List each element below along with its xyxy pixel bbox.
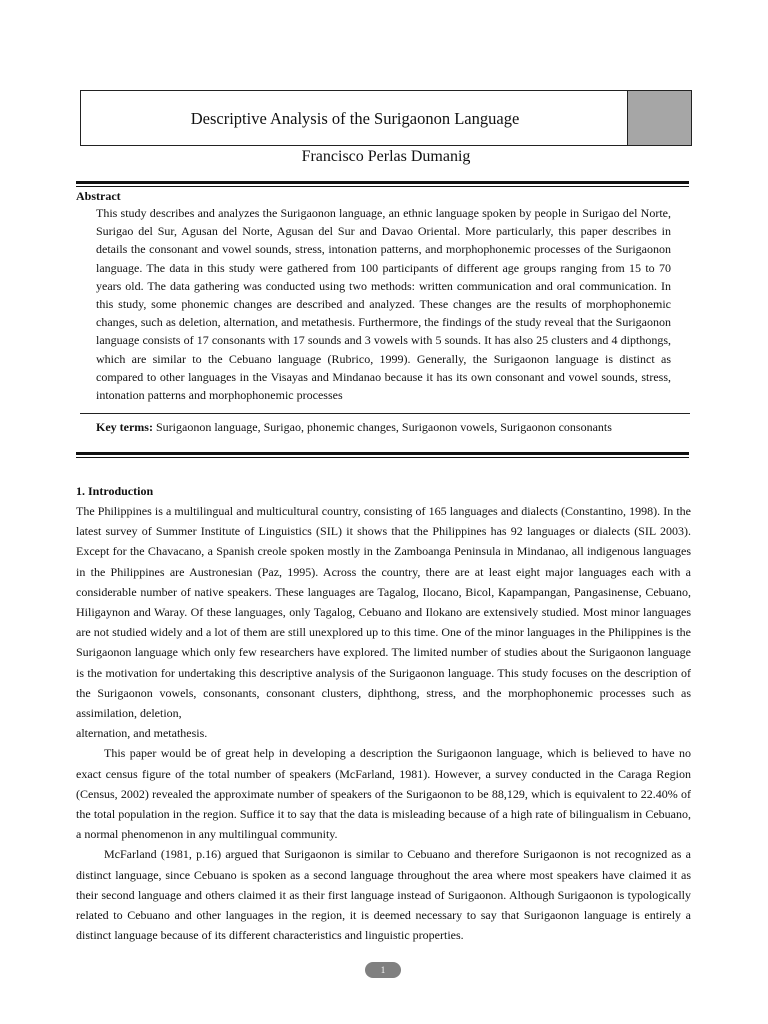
key-terms bbox=[96, 420, 612, 435]
paper-title: Descriptive Analysis of the Surigaonon Language bbox=[190, 109, 520, 128]
divider-top bbox=[76, 181, 689, 187]
divider-abstract-end bbox=[76, 452, 689, 458]
page-number: 1 bbox=[365, 962, 401, 978]
intro-paragraph-1: The Philippines is a multilingual and multicultural country, consisting of 165 languages and dialects (Constantino, 1998). In the latest survey of Summer Institute of Linguistics (SIL) it shows that the Philippines has 92 languages or dialects (SIL 2003). Except for the Chavacano, a Spanish creole spoken mostly in the Zamboanga Peninsula in Mindanao, all indigenous languages in the Philippines are Austronesian (Paz, 1995). Across the country, there are at least eight major languages each with a considerable number of native speakers. These languages are Tagalog, Ilocano, Bicol, Kapampangan, Pangasinense, Cebuano, Hiligaynon and Waray. Of these languages, only Tagalog, Cebuano and Ilokano are extensively studied. Most minor languages are not studied widely and a lot of them are still unexplored up to this time. One of the minor languages in the Philippines is the Surigaonon language which only few researchers have explored. The limited number of studies about the Surigaonon language is the motivation for undertaking this descriptive analysis of the Surigaonon language. This study focuses on the description of the Surigaonon vowels, consonants, consonant clusters, diphthong, stress, and the morphophonemic processes such as assimilation, deletion, bbox=[76, 504, 691, 721]
key-terms-text: Surigaonon language, Surigao, phonemic changes, Surigaonon vowels, Surigaonon consonants bbox=[155, 420, 612, 434]
intro-paragraph-1-cont: alternation, and metathesis. bbox=[76, 726, 208, 741]
title-grey-block bbox=[627, 91, 691, 145]
title-box bbox=[80, 90, 692, 146]
introduction-body bbox=[76, 501, 691, 945]
intro-paragraph-3: McFarland (1981, p.16) argued that Surigaonon is similar to Cebuano and therefore Surigaonon is not recognized as a distinct language, since Cebuano is spoken as a second language throughout the area where most speakers have claimed it as their second language and others claimed it as their first language instead of Surigaonon. Although Surigaonon is typologically related to Cebuano and other languages in the region, it is deemed necessary to say that Surigaonon language is entirely a distinct language because of its different characteristics and linguistic properties. bbox=[76, 847, 691, 943]
key-terms-label: Key terms: bbox=[96, 420, 153, 434]
author-name: Francisco Perlas Dumanig bbox=[301, 148, 471, 165]
section-heading-introduction: 1. Introduction bbox=[76, 484, 154, 498]
divider-keyterms bbox=[80, 413, 690, 414]
intro-paragraph-2: This paper would be of great help in developing a description the Surigaonon language, which is believed to have no exact census figure of the total number of speakers (McFarland, 1981). However, a survey conducted in the Caraga Region (Census, 2002) revealed the approximate number of speakers of the Surigaonon to be 88,129, which is equivalent to 22.40% of the total population in the region. Suffice it to say that the data is misleading because of a high rate of bilingualism in Cebuano, a normal phenomenon in any multilingual community. bbox=[76, 746, 691, 842]
abstract-text: This study describes and analyzes the Surigaonon language, an ethnic language spoken by people in Surigao del Norte, Surigao del Sur, Agusan del Norte, Agusan del Sur and Davao Oriental. More particularly, this paper describes in details the consonant and vowel sounds, stress, intonation patterns, and morphophonemic processes of the Surigaonon language. The data in this study were gathered from 100 participants of different age groups ranging from 15 to 70 years old. The data gathering was conducted using two methods: written communication and oral communication. In this study, some phonemic changes are described and analyzed. These changes are the results of morphophonemic changes, such as deletion, alternation, and metathesis. Furthermore, the findings of the study reveal that the Surigaonon language consists of 17 consonants with 17 sounds and 3 vowels with 5 sounds. It has also 25 clusters and 4 dipthongs, which are similar to the Cebuano language (Rubrico, 1999). Generally, the Surigaonon language is distinct as compared to other languages in the Visayas and Mindanao because it has its own consonant and vowel sounds, stress, intonation patterns and morphophonemic processes bbox=[96, 206, 671, 403]
abstract-heading: Abstract bbox=[76, 189, 121, 203]
